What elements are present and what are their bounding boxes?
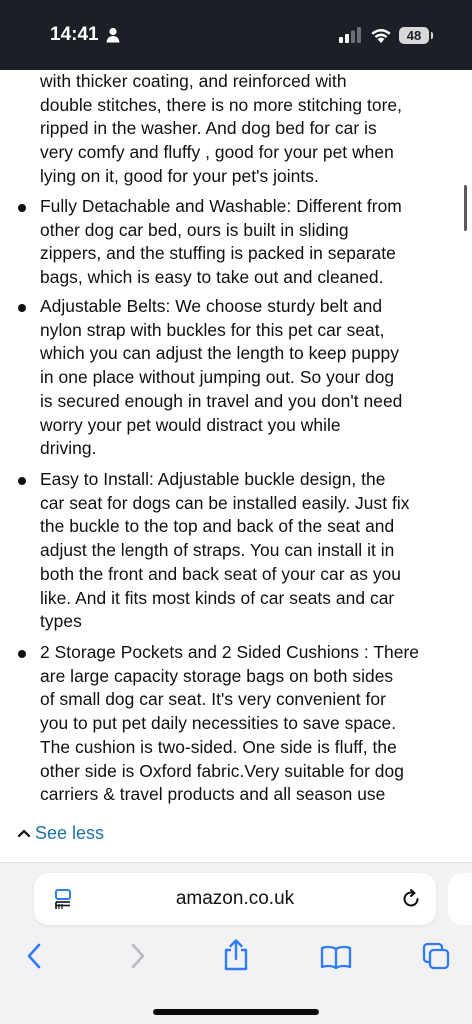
text-line: Fully Detachable and Washable: Different from (40, 196, 402, 216)
text-line: nylon strap with buckles for this pet car seat, (40, 319, 385, 340)
chevron-up-icon (17, 827, 31, 839)
text-line: like. And it fits most kinds of car seats and car (40, 587, 395, 608)
bullet-easy-install (40, 468, 455, 634)
text-line: driving. (40, 438, 97, 459)
text-line: zippers, and the stuffing is packed in separate (40, 243, 396, 264)
text-line: adjust the length of straps. You can install it in (40, 540, 395, 561)
bullet-storage-pockets (40, 641, 455, 807)
bullet-dot (18, 304, 26, 312)
description-continuation (40, 70, 455, 189)
text-line: other side is Oxford fabric.Very suitable for dog (40, 760, 404, 781)
text-line: which you can adjust the length to keep puppy (40, 343, 400, 364)
bullet-dot (18, 477, 26, 485)
text-line: worry your pet would distract you while (40, 414, 341, 435)
bookmarks-icon[interactable] (320, 945, 352, 969)
text-line: of small dog car seat. It's very convenient for (40, 689, 386, 710)
see-less-label: See less (35, 822, 105, 843)
wifi-icon (370, 26, 392, 43)
text-line: types (40, 611, 82, 632)
scroll-indicator[interactable] (464, 185, 467, 231)
forward-arrow-icon[interactable] (126, 943, 148, 969)
bullet-dot (18, 204, 26, 212)
bullet-adjustable-belts (40, 295, 455, 461)
text-line: the buckle to the top and back of the seat and (40, 516, 395, 537)
text-line: lying on it, good for your pet's joints. (40, 165, 319, 186)
text-line: Easy to Install: Adjustable buckle design, the (40, 469, 386, 489)
next-tab-preview[interactable] (448, 873, 472, 925)
address-bar[interactable] (34, 873, 436, 925)
bullet-dot (18, 650, 26, 658)
text-line: very comfy and fluffy , good for your pet when (40, 142, 394, 163)
tabs-icon[interactable] (422, 942, 450, 970)
text-line: you to put pet daily necessities to save space. (40, 713, 397, 734)
text-line: ripped in the washer. And dog bed for car is (40, 118, 377, 139)
bullet-detachable-washable (40, 195, 455, 290)
see-less-link[interactable] (17, 820, 104, 846)
text-line: The cushion is two-sided. One side is fluff, the (40, 736, 397, 757)
person-icon (106, 27, 120, 43)
cellular-signal-icon (339, 27, 363, 43)
back-arrow-icon[interactable] (24, 943, 46, 969)
share-icon[interactable] (222, 938, 250, 972)
battery-icon: 48 (399, 27, 429, 44)
battery-tip (431, 32, 433, 39)
home-indicator (153, 1009, 319, 1015)
status-bar (0, 0, 472, 70)
text-line: other dog car bed, ours is built in sliding (40, 219, 349, 240)
text-line: Adjustable Belts: We choose sturdy belt and (40, 296, 383, 316)
status-time: 14:41 (50, 24, 99, 45)
text-line: car seat for dogs can be installed easily. Just fix (40, 492, 410, 513)
reload-icon[interactable] (399, 887, 423, 911)
text-line: double stitches, there is no more stitching tore, (40, 94, 403, 115)
text-line: 2 Storage Pockets and 2 Sided Cushions : There (40, 642, 420, 662)
url-text: amazon.co.uk (175, 888, 295, 909)
text-line: is secured enough in travel and you don't need (40, 390, 403, 411)
text-line: bags, which is easy to take out and cleaned. (40, 267, 384, 288)
text-line: with thicker coating, and reinforced with (40, 71, 347, 91)
text-line: both the front and back seat of your car as you (40, 563, 402, 584)
browser-toolbar (0, 863, 472, 1024)
text-line: are large capacity storage bags on both sides (40, 665, 394, 686)
text-line: in one place without jumping out. So your dog (40, 367, 395, 388)
product-description (0, 70, 472, 860)
text-line: carriers & travel products and all season use (40, 784, 386, 805)
